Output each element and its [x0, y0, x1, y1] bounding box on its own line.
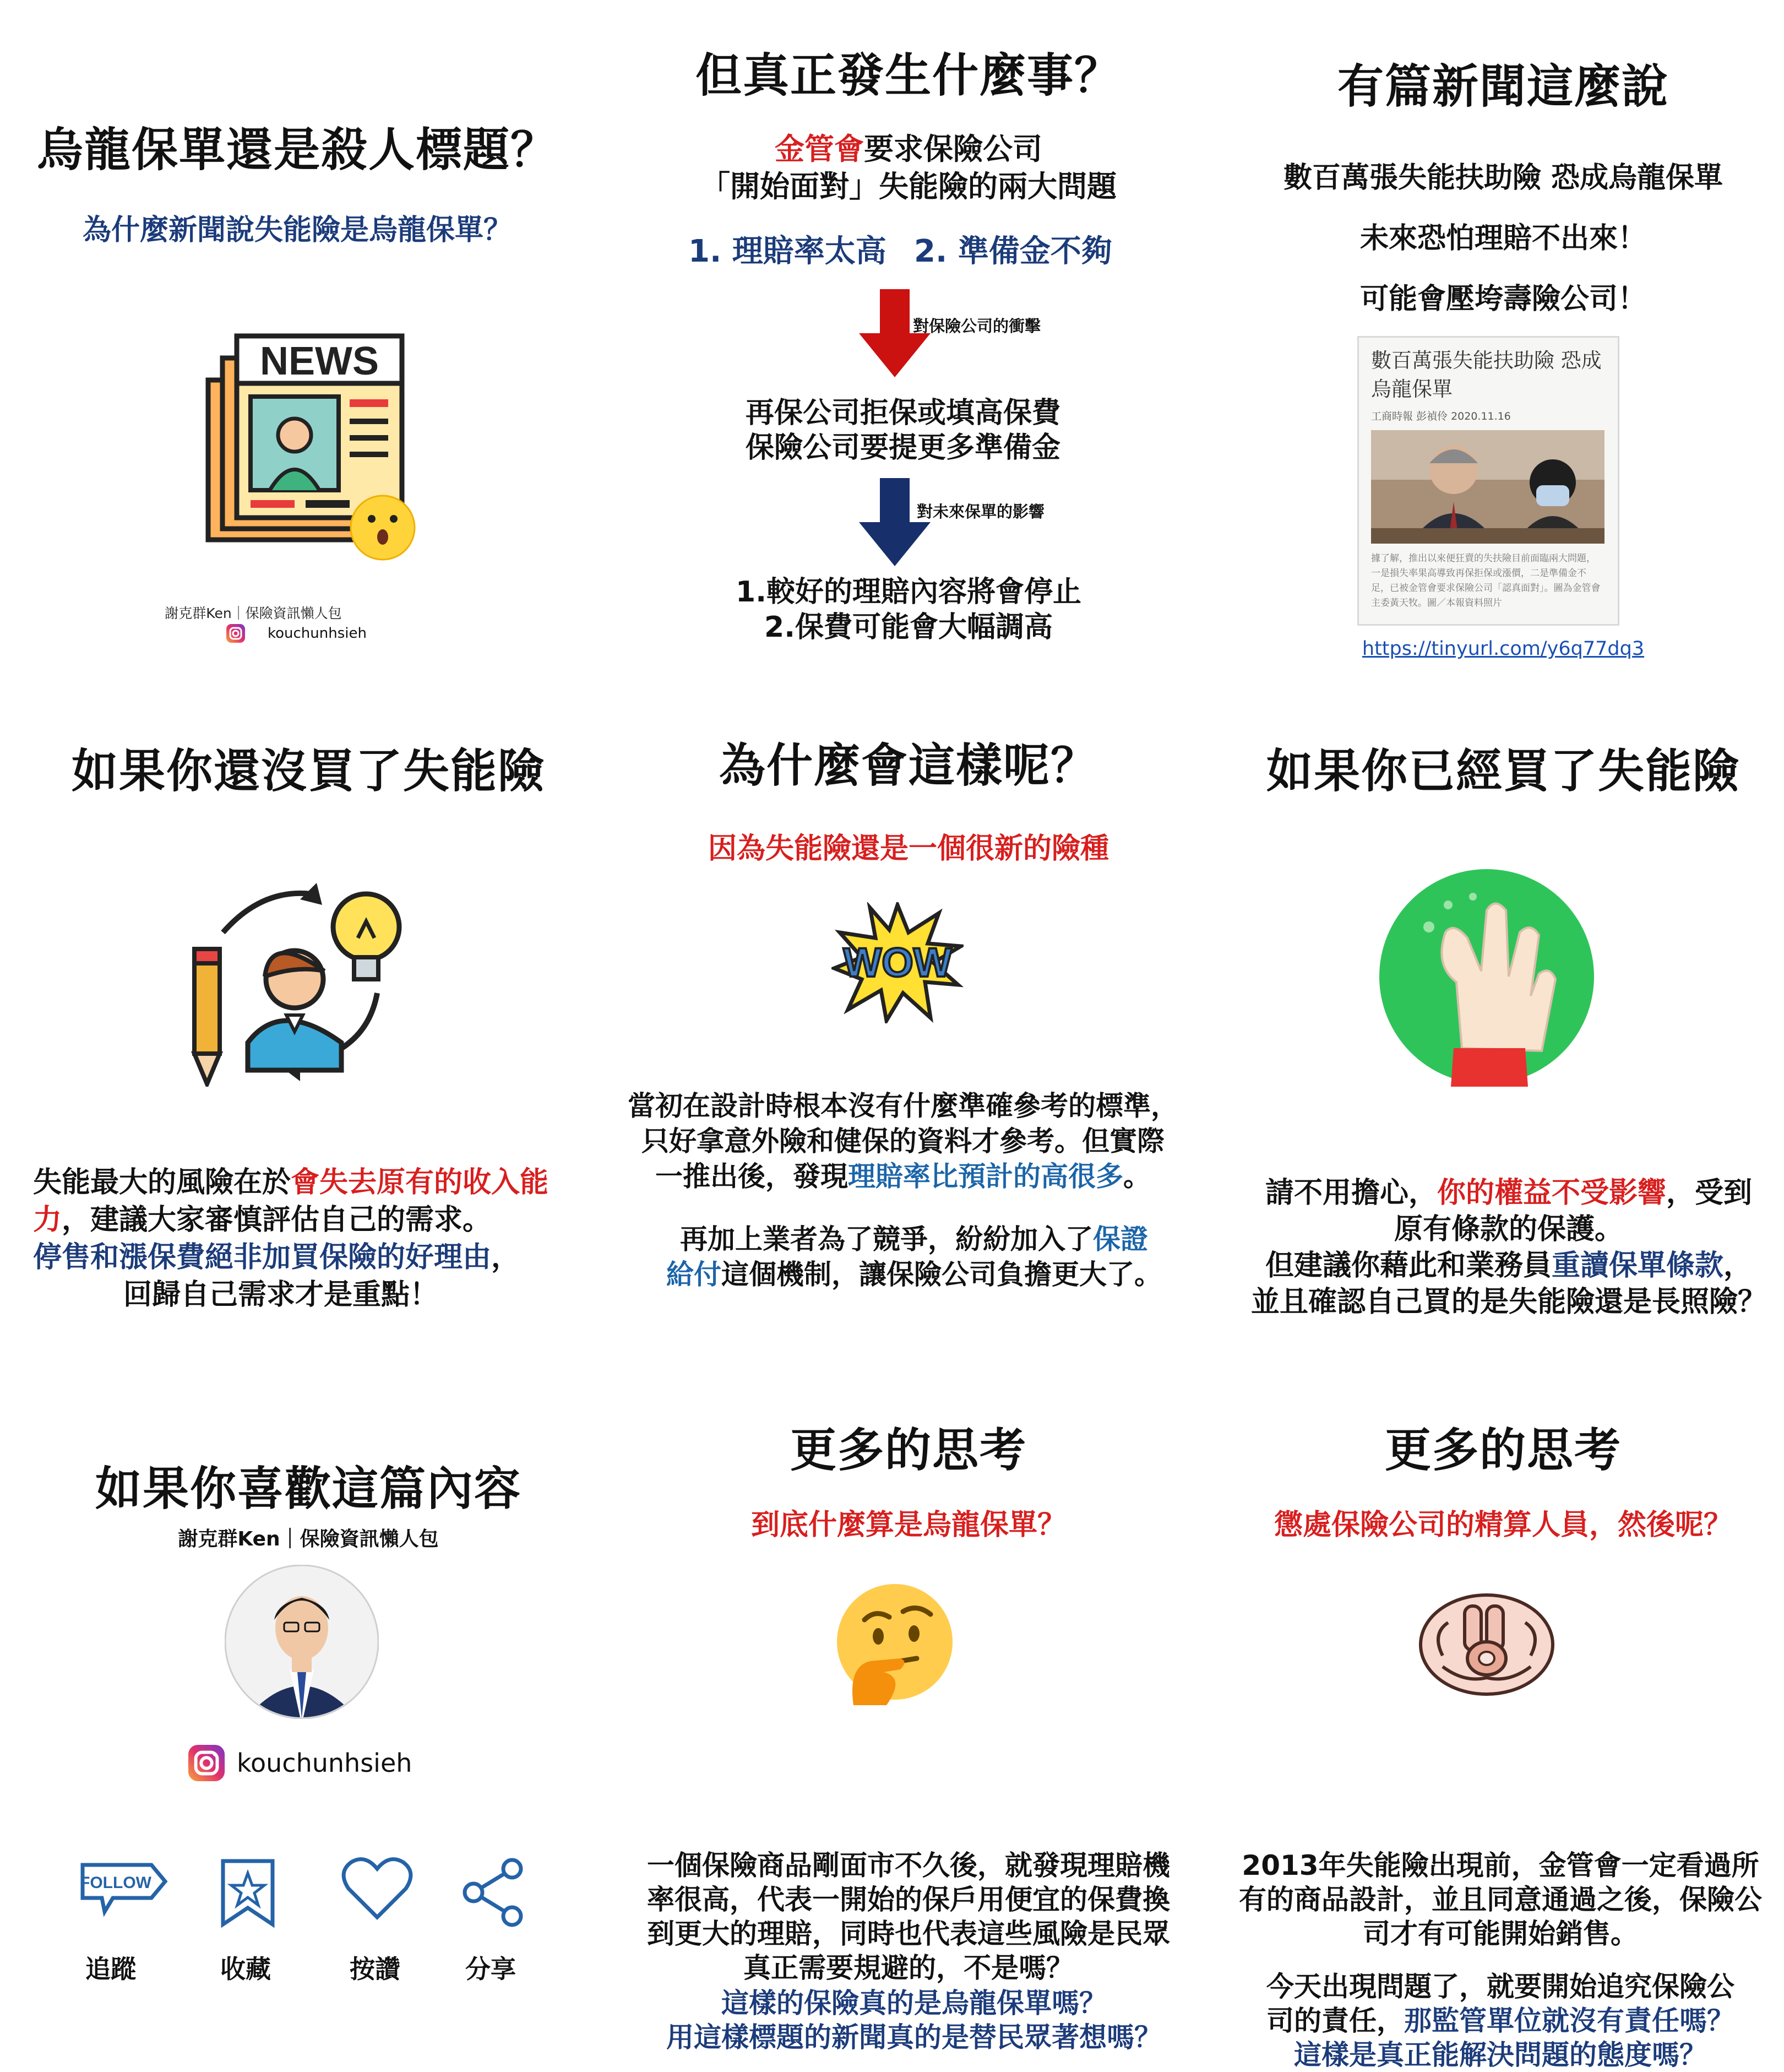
thought-line-1: 一個保險商品剛面市不久後，就發現理賠機: [647, 1849, 1170, 1881]
idea-cycle-icon: [190, 866, 410, 1087]
reassure-line-3: [1233, 1247, 1784, 1284]
panel-title: 如果你已經買了失能險: [1266, 744, 1740, 798]
consequence-2: 2.保費可能會大幅調高: [764, 611, 1053, 644]
two-problems-line: 「開始面對」失能險的兩大問題: [700, 169, 1117, 204]
follow-label: 追蹤: [85, 1954, 136, 1984]
news-photo: [1371, 430, 1604, 544]
reassure-text: [1233, 1175, 1784, 1320]
ig-handle-row[interactable]: [187, 1744, 412, 1782]
panel-title: 如果你還沒買了失能險: [71, 744, 545, 798]
ig-handle: kouchunhsieh: [268, 625, 367, 642]
panel-title: 烏龍保單還是殺人標題？: [36, 123, 558, 177]
panel-not-bought: [0, 685, 595, 1369]
attitude-question: 這樣是真正能解決問題的態度嗎？: [1294, 2039, 1707, 2071]
company-duty: 司的責任，: [1266, 2005, 1404, 2037]
instagram-icon: [226, 623, 246, 643]
panel-title: 為什麼會這樣呢？: [719, 739, 1098, 793]
period: 。: [1123, 1160, 1151, 1192]
navy-down-arrow-icon: [859, 478, 931, 566]
income-loss-risk: 會失去原有的收入能力: [33, 1166, 549, 1236]
wow-text: WOW: [843, 940, 952, 985]
panel-oolong-title: [0, 0, 595, 685]
comma: ，: [491, 1241, 520, 1274]
ig-handle-row[interactable]: [226, 622, 367, 644]
panel-already-bought: [1189, 685, 1784, 1369]
claims-higher: 理賠率比預計的高很多: [848, 1160, 1123, 1192]
bookmark-label: 收藏: [220, 1954, 271, 1984]
reason-line-4: [639, 1222, 1189, 1257]
clip-title: 數百萬張失能扶助險 恐成烏龍保單: [1371, 349, 1602, 401]
reason-paragraph-1: [628, 1088, 1178, 1194]
panel-follow: [0, 1369, 595, 2054]
bookmark-button[interactable]: [215, 1857, 292, 1983]
share-label: 分享: [465, 1954, 516, 1984]
fsc-name: 金管會: [775, 132, 864, 166]
guarantee-part-2: 給付: [666, 1259, 721, 1290]
panel-more-thoughts-2: [1189, 1369, 1784, 2071]
news-headline: 數百萬張失能扶助險 恐成烏龍保單: [1283, 161, 1723, 194]
panel-subtitle: 為什麼新聞說失能險是烏龍保單？: [82, 214, 512, 247]
guarantee-part-1: 保證: [1093, 1223, 1148, 1255]
instagram-icon: [187, 1744, 226, 1782]
reason-line-5: [639, 1257, 1189, 1292]
thought-line-3: 到更大的理賠，同時也代表這些風險是民眾: [647, 1918, 1170, 1950]
follow-badge-text: FOLLOW: [80, 1874, 151, 1892]
risk-intro: 失能最大的風險在於: [33, 1166, 291, 1199]
fsc-request: 要求保險公司: [864, 132, 1042, 166]
impact-on-policies-label: 對未來保單的影響: [917, 502, 1045, 521]
panel-subtitle: 因為失能險還是一個很新的險種: [708, 832, 1109, 865]
problem-2: 2. 準備金不夠: [914, 234, 1112, 269]
heart-icon: [341, 1857, 413, 1923]
panel-title: 如果你喜歡這篇內容: [95, 1462, 521, 1516]
competition: 再加上業者為了競爭，紛紛加入了: [680, 1223, 1093, 1255]
reason-line-3: [628, 1159, 1178, 1194]
rights-unaffected: 你的權益不受影響: [1437, 1176, 1666, 1209]
wow-burst-icon: [831, 902, 964, 1023]
pointing-finger-icon: [1410, 1584, 1564, 1705]
news-word: NEWS: [260, 339, 379, 383]
clip-caption: 據了解，推出以來便狂賣的失扶險目前面臨兩大問題，一是損失率果高導致再保拒保或漲價，二是準備金不足，已被金管會要求保險公司「認真面對」。圖為金管會主委黃天牧。圖／本報資料照片: [1371, 553, 1601, 609]
question-1: 這樣的保險真的是烏龍保單嗎？: [721, 1987, 1107, 2019]
reread-terms: 重讀保單條款: [1551, 1249, 1723, 1282]
like-button[interactable]: [341, 1857, 418, 1983]
news-url[interactable]: https://tinyurl.com/y6q77dq3: [1362, 638, 1645, 660]
panel-title: 更多的思考: [790, 1423, 1027, 1477]
back-to-needs: 回歸自己需求才是重點！: [123, 1278, 438, 1311]
thought-line-2: 率很高，代表一開始的保戶用便宜的保費換: [647, 1884, 1170, 1916]
consequence-1: 1.較好的理賠內容將會停止: [736, 576, 1081, 609]
regulator-line-3: 司才有可能開始銷售。: [1363, 1918, 1638, 1950]
reason-line-3-start: 一推出後，發現: [655, 1160, 848, 1192]
author-credit: 謝克群Ken｜保險資訊懶人包: [165, 605, 342, 621]
comma: ，: [1723, 1249, 1753, 1282]
fsc-line: [611, 126, 1206, 168]
panel-title: 有篇新聞這麼說: [1337, 59, 1669, 113]
thought-paragraph: [633, 1848, 1184, 1985]
thinking-face-icon: [831, 1581, 958, 1708]
dont-worry: 請不用擔心，: [1265, 1176, 1437, 1209]
problem-1: 1. 理賠率太高: [688, 234, 886, 269]
share-icon: [460, 1857, 526, 1928]
author-avatar: [225, 1565, 379, 1719]
clip-byline: 工商時報 彭禎伶 2020.11.16: [1371, 410, 1511, 422]
evaluate-needs: ，建議大家審慎評估自己的需求。: [62, 1203, 492, 1236]
reason-line-1: 當初在設計時根本沒有什麼準確參考的標準，: [628, 1090, 1178, 1122]
follow-button[interactable]: [77, 1857, 176, 1983]
news-claim-1: 未來恐怕理賠不出來！: [1359, 222, 1646, 255]
regulator-paragraph: [1222, 1848, 1778, 1951]
ig-handle: kouchunhsieh: [237, 1748, 412, 1778]
news-clipping: [1357, 336, 1619, 626]
reassure-line-2: 原有條款的保護。: [1394, 1213, 1623, 1246]
not-a-reason: 停售和漲保費絕非加買保險的好理由: [33, 1241, 492, 1274]
regulator-question: 那監管單位就沒有責任嗎？: [1404, 2005, 1734, 2037]
responsibility-line-1: 今天出現問題了，就要開始追究保險公: [1266, 1971, 1734, 2003]
impact-on-insurers-label: 對保險公司的衝擊: [913, 317, 1041, 335]
newspaper-icon: [204, 325, 424, 562]
follow-icon: [77, 1857, 171, 1923]
like-label: 按讚: [350, 1954, 400, 1984]
suggest: 但建議你藉此和業務員: [1265, 1249, 1552, 1282]
reassure-line-4: 並且確認自己買的是失能險還是長照險？: [1250, 1285, 1766, 1319]
thought-line-4: 真正需要規避的，不是嗎？: [743, 1952, 1074, 1984]
responsibility-line-2: [1222, 2004, 1778, 2038]
share-button[interactable]: [460, 1857, 537, 1983]
panel-subtitle: 懲處保險公司的精算人員，然後呢？: [1274, 1509, 1732, 1542]
bookmark-icon: [215, 1857, 281, 1928]
question-2: 用這樣標題的新聞真的是替民眾著想嗎？: [666, 2021, 1162, 2053]
responsibility-paragraph: [1222, 1970, 1778, 2072]
regulator-line-2: 有的商品設計，並且同意通過之後，保險公: [1239, 1884, 1762, 1916]
question-paragraph: [639, 1986, 1189, 2054]
panel-news-says: [1189, 0, 1784, 685]
panel-what-happened: [595, 0, 1189, 685]
reason-line-2: 只好拿意外險和健保的資料才參考。但實際: [641, 1125, 1165, 1157]
author-credit: 謝克群Ken｜保險資訊懶人包: [178, 1528, 439, 1550]
burden: 這個機制，讓保險公司負擔更大了。: [721, 1259, 1162, 1290]
protected-by: ，受到: [1666, 1176, 1753, 1209]
panel-more-thoughts-1: [595, 1369, 1189, 2054]
regulator-line-1: 2013年失能險出現前，金管會一定看過所: [1242, 1849, 1759, 1881]
panel-title: 但真正發生什麼事？: [695, 48, 1122, 102]
advice-text: [33, 1164, 584, 1314]
panel-subtitle: 到底什麼算是烏龍保單？: [750, 1509, 1066, 1542]
reassure-line-1: [1233, 1175, 1784, 1211]
panel-title: 更多的思考: [1384, 1423, 1622, 1477]
panel-why: [595, 685, 1189, 1369]
reinsurance-line: 再保公司拒保或填高保費: [745, 397, 1060, 430]
reserve-line: 保險公司要提更多準備金: [745, 431, 1060, 464]
news-url-link[interactable]: [1206, 638, 1784, 660]
reason-paragraph-2: [639, 1222, 1189, 1292]
news-claim-2: 可能會壓垮壽險公司！: [1359, 283, 1646, 316]
ok-hand-icon: [1377, 866, 1597, 1087]
